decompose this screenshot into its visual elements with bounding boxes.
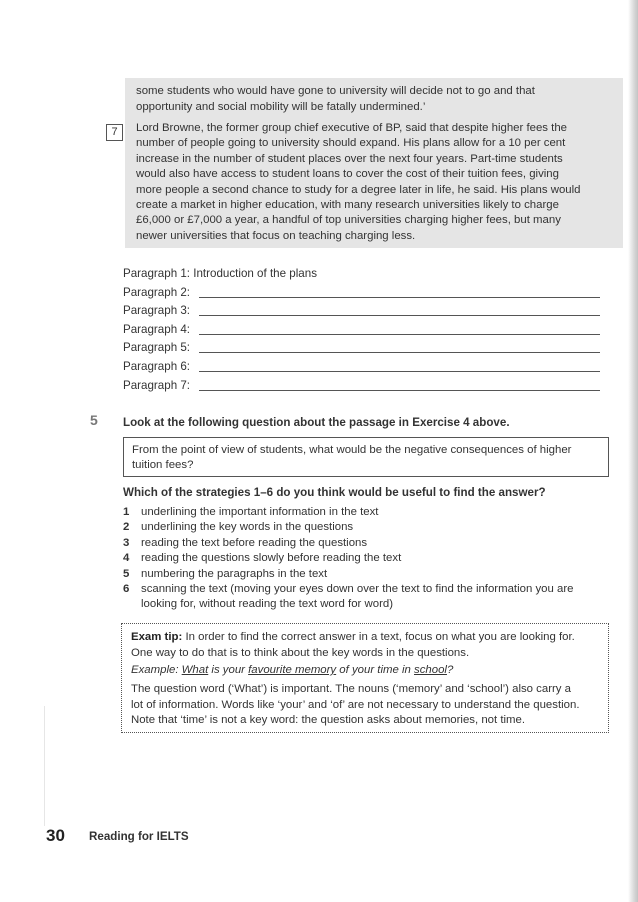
exam-tip-example [131, 663, 607, 678]
example-keyword: What [181, 664, 209, 676]
strategy-list [123, 505, 613, 613]
answer-line[interactable] [199, 334, 600, 335]
strategy-text: numbering the paragraphs in the text [141, 567, 328, 580]
paragraph-row [123, 359, 603, 378]
passage-line: newer universities that focus on teaching charging less. [136, 229, 416, 242]
exam-tip-label: Exam tip: [131, 631, 183, 643]
strategy-number: 5 [123, 567, 130, 580]
strategy-number: 3 [123, 536, 130, 549]
question-line: tuition fees? [132, 459, 194, 472]
passage-line: more people a second chance to study for a degree later in life, he said. His plans would [136, 183, 581, 196]
strategy-item [123, 551, 613, 566]
passage-line: increase in the number of student places over the next four years. Part-time students [136, 152, 563, 165]
question-text [132, 443, 602, 473]
answer-line[interactable] [199, 315, 600, 316]
strategy-text: scanning the text (moving your eyes down over the text to find the information you are looking for, without reading the text word for word) [141, 583, 574, 611]
paragraph-label: Paragraph 1: Introduction of the plans [123, 267, 318, 280]
answer-line[interactable] [199, 390, 600, 391]
paragraph-answer-list [123, 266, 603, 396]
strategy-item [123, 582, 613, 613]
strategy-text: underlining the important information in the text [141, 506, 379, 518]
example-label: Example: [131, 664, 182, 676]
passage-line: £6,000 or £7,000 a year, a handful of top universities charging higher fees, but many [136, 214, 561, 227]
exam-tip-line: One way to do that is to think about the key words in the questions. [131, 647, 470, 659]
margin-rule [44, 706, 45, 826]
paragraph-label: Paragraph 4: [123, 322, 191, 336]
paragraph-label: Paragraph 7: [123, 378, 191, 392]
answer-line[interactable] [199, 371, 600, 372]
passage-line: create a market in higher education, with many research universities likely to charge [136, 199, 559, 211]
paragraph-row [123, 340, 603, 359]
strategies-prompt: Which of the strategies 1–6 do you think would be useful to find the answer? [123, 486, 546, 499]
paragraph-row [123, 378, 603, 397]
paragraph-label: Paragraph 3: [123, 304, 191, 318]
page-number: 30 [46, 826, 65, 845]
exam-tip-line: The question word (‘What’) is important. The nouns (‘memory’ and ‘school’) also carry a [131, 683, 571, 695]
reading-passage [125, 78, 623, 248]
paragraph-row [123, 285, 603, 304]
exercise-number: 5 [90, 412, 98, 428]
answer-line[interactable] [199, 297, 600, 298]
exercise-instruction: Look at the following question about the passage in Exercise 4 above. [123, 416, 510, 429]
paragraph-label: Paragraph 2: [123, 285, 191, 299]
strategy-item [123, 536, 613, 551]
passage-line: opportunity and social mobility will be fatally undermined.’ [136, 100, 426, 113]
example-text: ? [446, 664, 454, 676]
running-title: Reading for IELTS [89, 830, 189, 843]
strategy-number: 6 [123, 583, 130, 596]
example-keyword: favourite memory [248, 664, 337, 676]
strategy-text: underlining the key words in the questions [141, 521, 354, 534]
strategy-number: 4 [123, 552, 130, 565]
passage-line: number of people going to university should expand. His plans allow for a 10 per cent [136, 137, 566, 150]
exam-tip-line: lot of information. Words like ‘your’ and ‘of’ are not necessary to understand the question. [131, 698, 580, 711]
example-text: is your [208, 664, 249, 676]
exam-tip-line [131, 630, 607, 645]
exam-tip-box [121, 623, 609, 733]
strategy-item [123, 520, 613, 535]
page-edge-shadow [628, 0, 638, 902]
paragraph-row [123, 322, 603, 341]
strategy-item [123, 505, 613, 520]
strategy-number: 2 [123, 521, 130, 534]
strategy-text: reading the questions slowly before reading the text [141, 552, 402, 565]
exam-tip-line: Note that ‘time’ is not a key word: the question asks about memories, not time. [131, 714, 526, 726]
paragraph-number-box: 7 [106, 124, 123, 141]
example-keyword: school [414, 664, 447, 676]
passage-line: would also have access to student loans to cover the cost of their tuition fees, giving [136, 168, 559, 181]
exam-tip-text: In order to find the correct answer in a text, focus on what you are looking for. [182, 631, 575, 643]
paragraph-label: Paragraph 5: [123, 341, 191, 355]
question-box [123, 437, 609, 477]
paragraph-row [123, 266, 603, 285]
passage-line: Lord Browne, the former group chief executive of BP, said that despite higher fees the [136, 122, 567, 134]
paragraph-label: Paragraph 6: [123, 359, 191, 373]
paragraph-row [123, 303, 603, 322]
passage-line: some students who would have gone to university will decide not to go and that [136, 85, 535, 97]
strategy-text: reading the text before reading the questions [141, 536, 368, 549]
question-line: From the point of view of students, what would be the negative consequences of higher [132, 444, 572, 456]
strategy-number: 1 [123, 506, 130, 518]
strategy-item [123, 567, 613, 582]
example-text: of your time in [336, 664, 415, 676]
answer-line[interactable] [199, 352, 600, 353]
